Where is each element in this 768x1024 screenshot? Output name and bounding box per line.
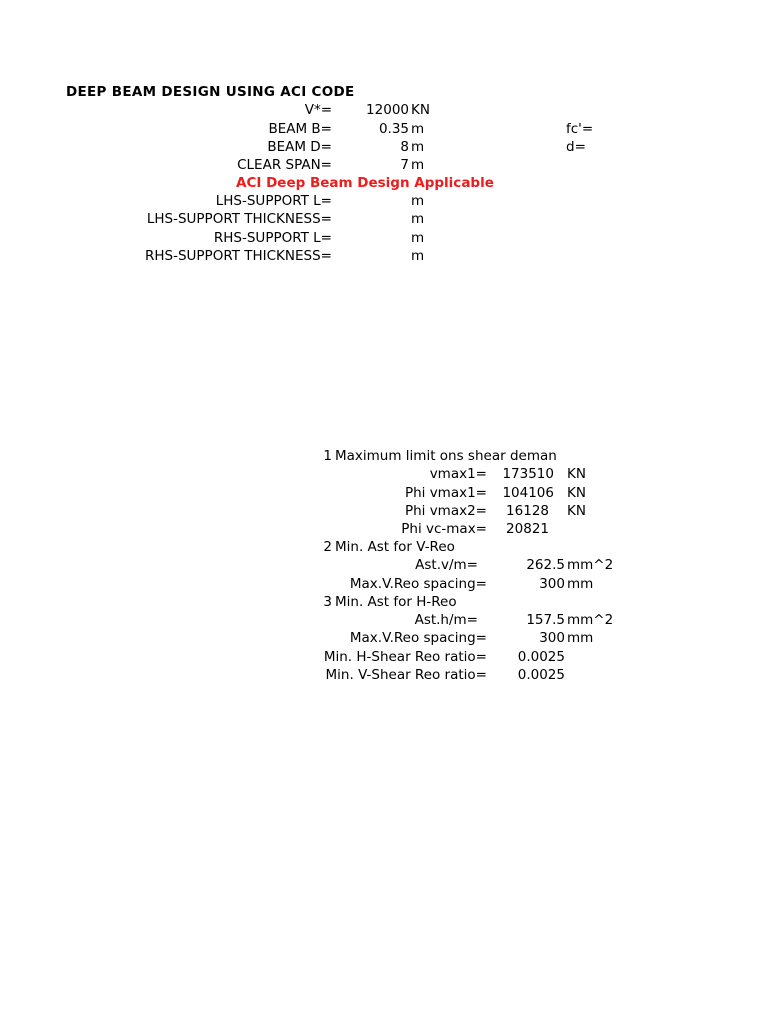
clear-span-value: 7 (400, 157, 409, 173)
min-v-shear-reo-ratio-label: Min. V-Shear Reo ratio= (325, 667, 487, 683)
rhs-support-thickness-label: RHS-SUPPORT THICKNESS= (144, 248, 332, 264)
fc-label: fc'= (566, 121, 594, 137)
phi-vmax1-label: Phi vmax1= (404, 485, 487, 501)
beam-d-unit: m (411, 139, 425, 155)
d-label: d= (566, 139, 586, 155)
clear-span-unit: m (411, 157, 425, 173)
max-v-reo-spacing-unit: mm (567, 576, 594, 592)
max-v-reo-spacing-value: 300 (539, 576, 565, 592)
max-h-reo-spacing-value: 300 (539, 630, 565, 646)
lhs-support-thickness-unit: m (411, 211, 425, 227)
section-1-title: Maximum limit ons shear deman (335, 448, 557, 464)
max-h-reo-spacing-unit: mm (567, 630, 594, 646)
vmax1-unit: KN (567, 466, 586, 482)
beam-b-value: 0.35 (378, 121, 409, 137)
page-title: DEEP BEAM DESIGN USING ACI CODE (66, 84, 355, 100)
phi-vc-max-value: 20821 (506, 521, 549, 537)
rhs-support-l-label: RHS-SUPPORT L= (213, 230, 332, 246)
section-1-number: 1 (323, 448, 332, 464)
section-3-title: Min. Ast for H-Reo (335, 594, 457, 610)
section-2-number: 2 (323, 539, 332, 555)
min-h-shear-reo-ratio-value: 0.0025 (517, 649, 565, 665)
section-3-number: 3 (323, 594, 332, 610)
clear-span-label: CLEAR SPAN= (237, 157, 332, 173)
ast-v-label: Ast.v/m= (415, 557, 478, 573)
min-h-shear-reo-ratio-label: Min. H-Shear Reo ratio= (323, 649, 487, 665)
lhs-support-thickness-label: LHS-SUPPORT THICKNESS= (146, 211, 332, 227)
applicable-message: ACI Deep Beam Design Applicable (236, 175, 494, 191)
vmax1-label: vmax1= (429, 466, 487, 482)
ast-h-value: 157.5 (526, 612, 565, 628)
phi-vmax2-value: 16128 (506, 503, 549, 519)
min-v-shear-reo-ratio-value: 0.0025 (517, 667, 565, 683)
beam-d-value: 8 (400, 139, 409, 155)
ast-v-value: 262.5 (526, 557, 565, 573)
max-h-reo-spacing-label: Max.V.Reo spacing= (349, 630, 487, 646)
phi-vmax2-unit: KN (567, 503, 586, 519)
lhs-support-l-label: LHS-SUPPORT L= (215, 193, 332, 209)
rhs-support-thickness-unit: m (411, 248, 425, 264)
v-unit: KN (411, 102, 430, 118)
phi-vc-max-label: Phi vc-max= (401, 521, 487, 537)
beam-d-label: BEAM D= (267, 139, 332, 155)
ast-v-unit: mm^2 (567, 557, 614, 573)
vmax1-value: 173510 (502, 466, 554, 482)
v-value: 12000 (366, 102, 409, 118)
beam-b-unit: m (411, 121, 425, 137)
v-label: V*= (304, 102, 332, 118)
section-2-title: Min. Ast for V-Reo (335, 539, 455, 555)
phi-vmax2-label: Phi vmax2= (404, 503, 487, 519)
rhs-support-l-unit: m (411, 230, 425, 246)
phi-vmax1-value: 104106 (502, 485, 554, 501)
lhs-support-l-unit: m (411, 193, 425, 209)
max-v-reo-spacing-label: Max.V.Reo spacing= (349, 576, 487, 592)
ast-h-label: Ast.h/m= (414, 612, 478, 628)
ast-h-unit: mm^2 (567, 612, 614, 628)
phi-vmax1-unit: KN (567, 485, 586, 501)
beam-b-label: BEAM B= (268, 121, 332, 137)
